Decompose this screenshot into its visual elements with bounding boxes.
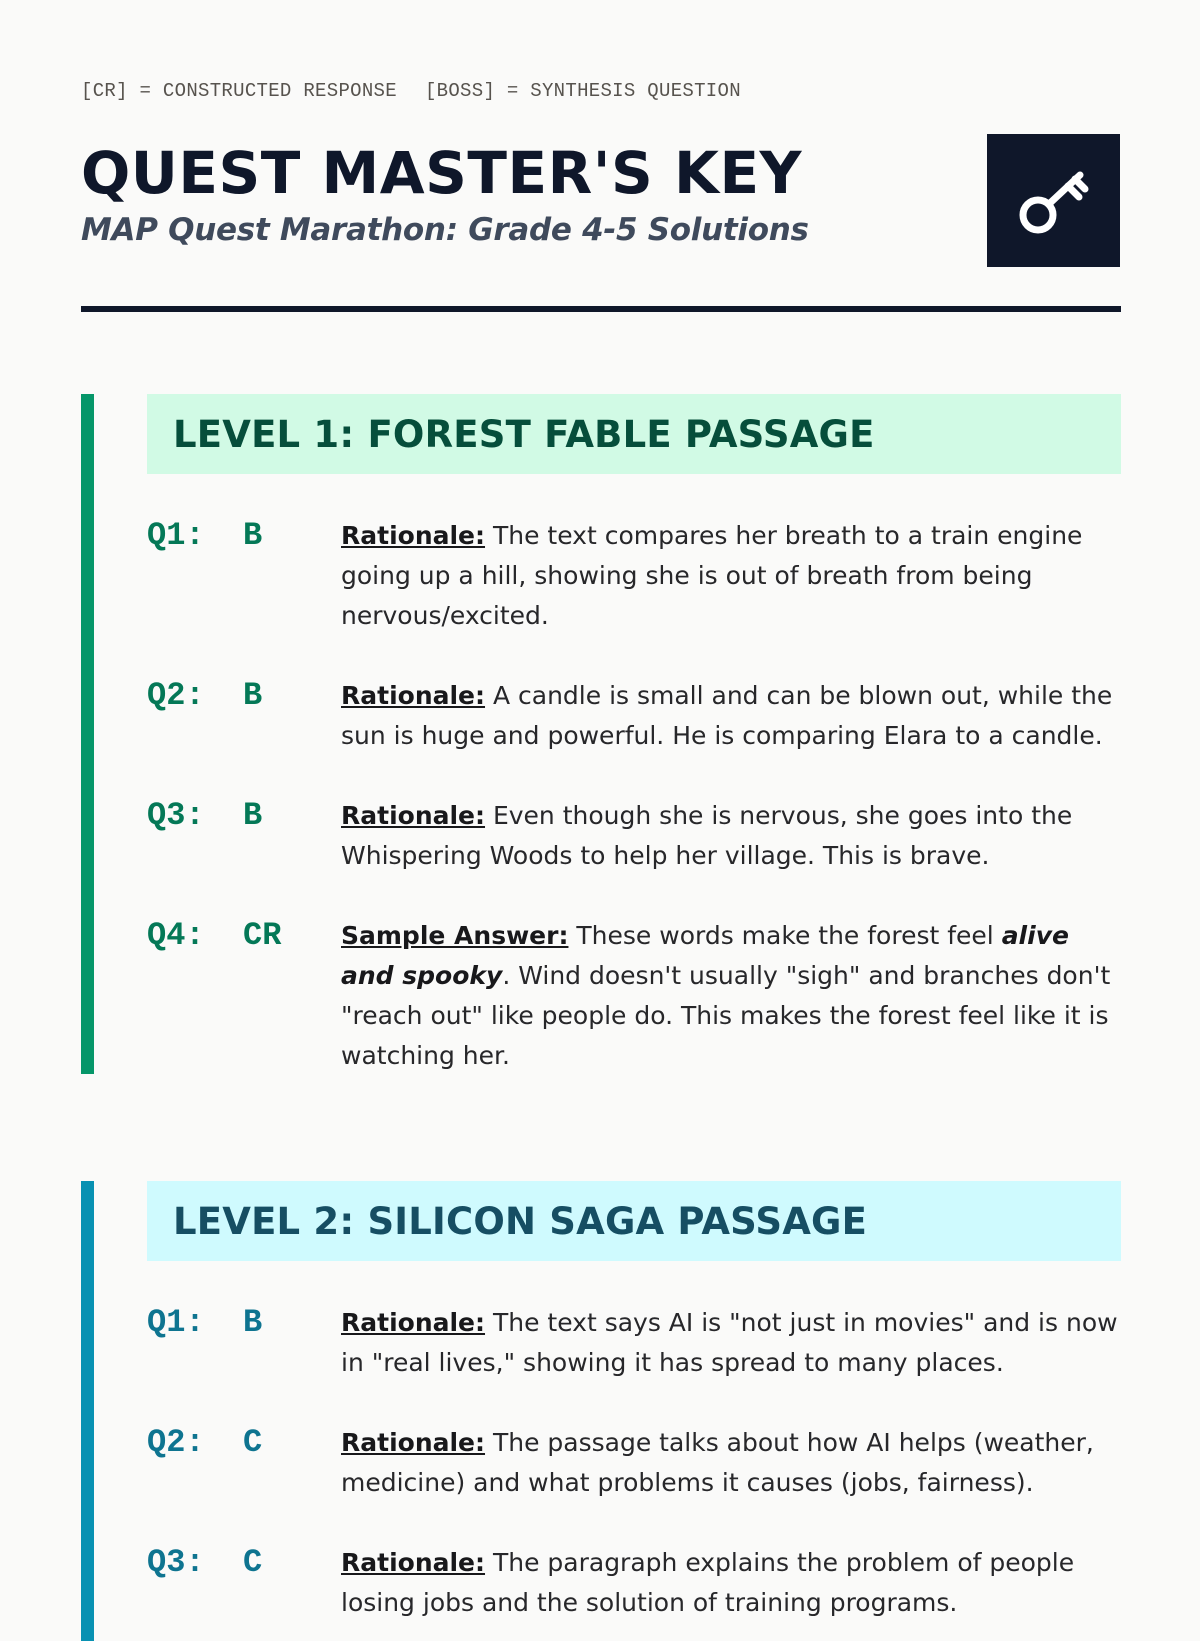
rationale-lead: Rationale: — [341, 1428, 486, 1457]
sample-answer-text-after: . Wind doesn't usually "sigh" and branches don't "reach out" like people do. This makes the forest feel like it is watching her. — [341, 961, 1111, 1070]
page-subtitle: MAP Quest Marathon: Grade 4-5 Solutions — [81, 212, 809, 248]
rationale — [341, 1543, 1121, 1623]
page-title: QUEST MASTER'S KEY — [81, 139, 803, 207]
answer-label: Q2: B — [147, 677, 263, 714]
sample-answer-text: These words make the forest feel — [568, 921, 1002, 950]
legend-cr: [CR] = CONSTRUCTED RESPONSE — [81, 80, 397, 102]
rationale — [341, 676, 1121, 756]
rationale-lead: Rationale: — [341, 1308, 486, 1337]
legend-boss: [BOSS] = SYNTHESIS QUESTION — [424, 80, 741, 102]
level-1-accent-bar — [81, 394, 94, 1074]
rationale-text: A candle is small and can be blown out, while the sun is huge and powerful. He is comparing Elara to a candle. — [341, 681, 1113, 750]
level-2-accent-bar — [81, 1181, 94, 1641]
answer-label: Q1: B — [147, 1304, 263, 1341]
rationale-text: The passage talks about how AI helps (weather, medicine) and what problems it causes (jobs, fairness). — [341, 1428, 1094, 1497]
answer-label: Q1: B — [147, 517, 263, 554]
rationale-lead: Rationale: — [341, 801, 486, 830]
legend — [81, 80, 741, 102]
answer-label: Q3: C — [147, 1544, 263, 1581]
level-2-heading: LEVEL 2: SILICON SAGA PASSAGE — [147, 1181, 1121, 1261]
rationale-text: The paragraph explains the problem of people losing jobs and the solution of training programs. — [341, 1548, 1075, 1617]
key-badge — [987, 134, 1120, 267]
level-1-section — [81, 394, 1121, 1074]
key-icon — [1014, 161, 1094, 241]
rationale — [341, 516, 1121, 636]
header-divider — [81, 306, 1121, 312]
rationale-text: Even though she is nervous, she goes into the Whispering Woods to help her village. This is brave. — [341, 801, 1073, 870]
rationale-lead: Rationale: — [341, 681, 486, 710]
level-1-heading: LEVEL 1: FOREST FABLE PASSAGE — [147, 394, 1121, 474]
rationale-lead: Rationale: — [341, 521, 486, 550]
sample-answer-emphasis: alive and spooky — [341, 921, 1069, 990]
sample-answer-lead: Sample Answer: — [341, 921, 569, 950]
level-2-section — [81, 1181, 1121, 1641]
rationale-lead: Rationale: — [341, 1548, 486, 1577]
rationale — [341, 796, 1121, 876]
answer-label: Q3: B — [147, 797, 263, 834]
rationale-text: The text compares her breath to a train engine going up a hill, showing she is out of breath from being nervous/excited. — [341, 521, 1083, 630]
sample-answer — [341, 916, 1121, 1076]
rationale-text: The text says AI is "not just in movies" and is now in "real lives," showing it has spread to many places. — [341, 1308, 1118, 1377]
rationale — [341, 1423, 1121, 1503]
rationale — [341, 1303, 1121, 1383]
answer-label: Q2: C — [147, 1424, 263, 1461]
answer-label: Q4: CR — [147, 917, 282, 954]
